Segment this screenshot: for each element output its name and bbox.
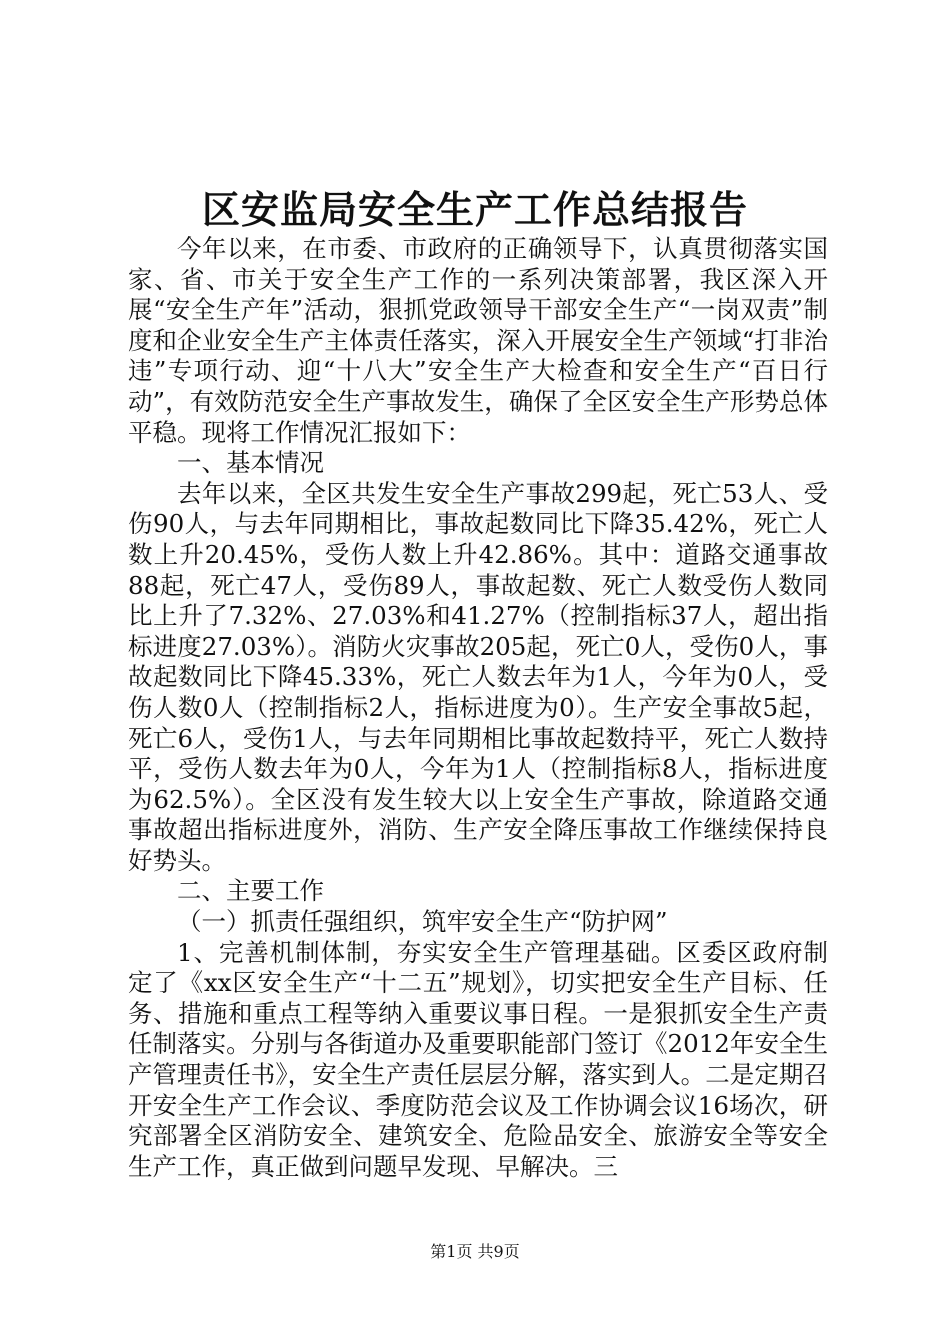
intro-paragraph: 今年以来，在市委、市政府的正确领导下，认真贯彻落实国家、省、市关于安全生产工作的一系列决策部署，我区深入开展“安全生产年”活动，狠抓党政领导干部安全生产“一岗双责”制度和企业安全生产主体责任落实，深入开展安全生产领域“打非治违”专项行动、迎“十八大”安全生产大检查和安全生产“百日行动”，有效防范安全生产事故发生，确保了全区安全生产形势总体平稳。现将工作情况汇报如下： <box>128 234 828 447</box>
page-footer: 第1页 共9页 <box>430 1242 520 1261</box>
basic-situation-paragraph: 去年以来，全区共发生安全生产事故299起，死亡53人、受伤90人，与去年同期相比，事故起数同比下降35.42%，死亡人数上升20.45%，受伤人数上升42.86%。其中：道路交通事故88起，死亡47人，受伤89人，事故起数、死亡人数受伤人数同比上升了7.32%、27.03%和41.27%（控制指标37人，超出指标进度27.03%）。消防火灾事故205起，死亡0人，受伤0人，事故起数同比下降45.33%，死亡人数去年为1人，今年为0人，受伤人数0人（控制指标2人，指标进度为0）。生产安全事故5起，死亡6人，受伤1人，与去年同期相比事故起数持平，死亡人数持平，受伤人数去年为0人，今年为1人（控制指标8人，指标进度为62.5%）。全区没有发生较大以上安全生产事故，除道路交通事故超出指标进度外，消防、生产安全降压事故工作继续保持良好势头。 <box>128 478 828 875</box>
document-title: 区安监局安全生产工作总结报告 <box>201 187 748 232</box>
section-heading-main-work: 二、主要工作 <box>177 876 324 906</box>
section-heading-basic-situation: 一、基本情况 <box>177 448 324 478</box>
mechanism-paragraph: 1、完善机制体制，夯实安全生产管理基础。区委区政府制定了《xx区安全生产“十二五”规划》，切实把安全生产目标、任务、措施和重点工程等纳入重要议事日程。一是狠抓安全生产责任制落实。分别与各街道办及重要职能部门签订《2012年安全生产管理责任书》，安全生产责任层层分解，落实到人。二是定期召开安全生产工作会议、季度防范会议及工作协调会议16场次，研究部署全区消防安全、建筑安全、危险品安全、旅游安全等安全生产工作，真正做到问题早发现、早解决。三 <box>128 937 828 1181</box>
document-body <box>128 234 828 1182</box>
subsection-heading-responsibility: （一）抓责任强组织，筑牢安全生产“防护网” <box>177 907 668 937</box>
